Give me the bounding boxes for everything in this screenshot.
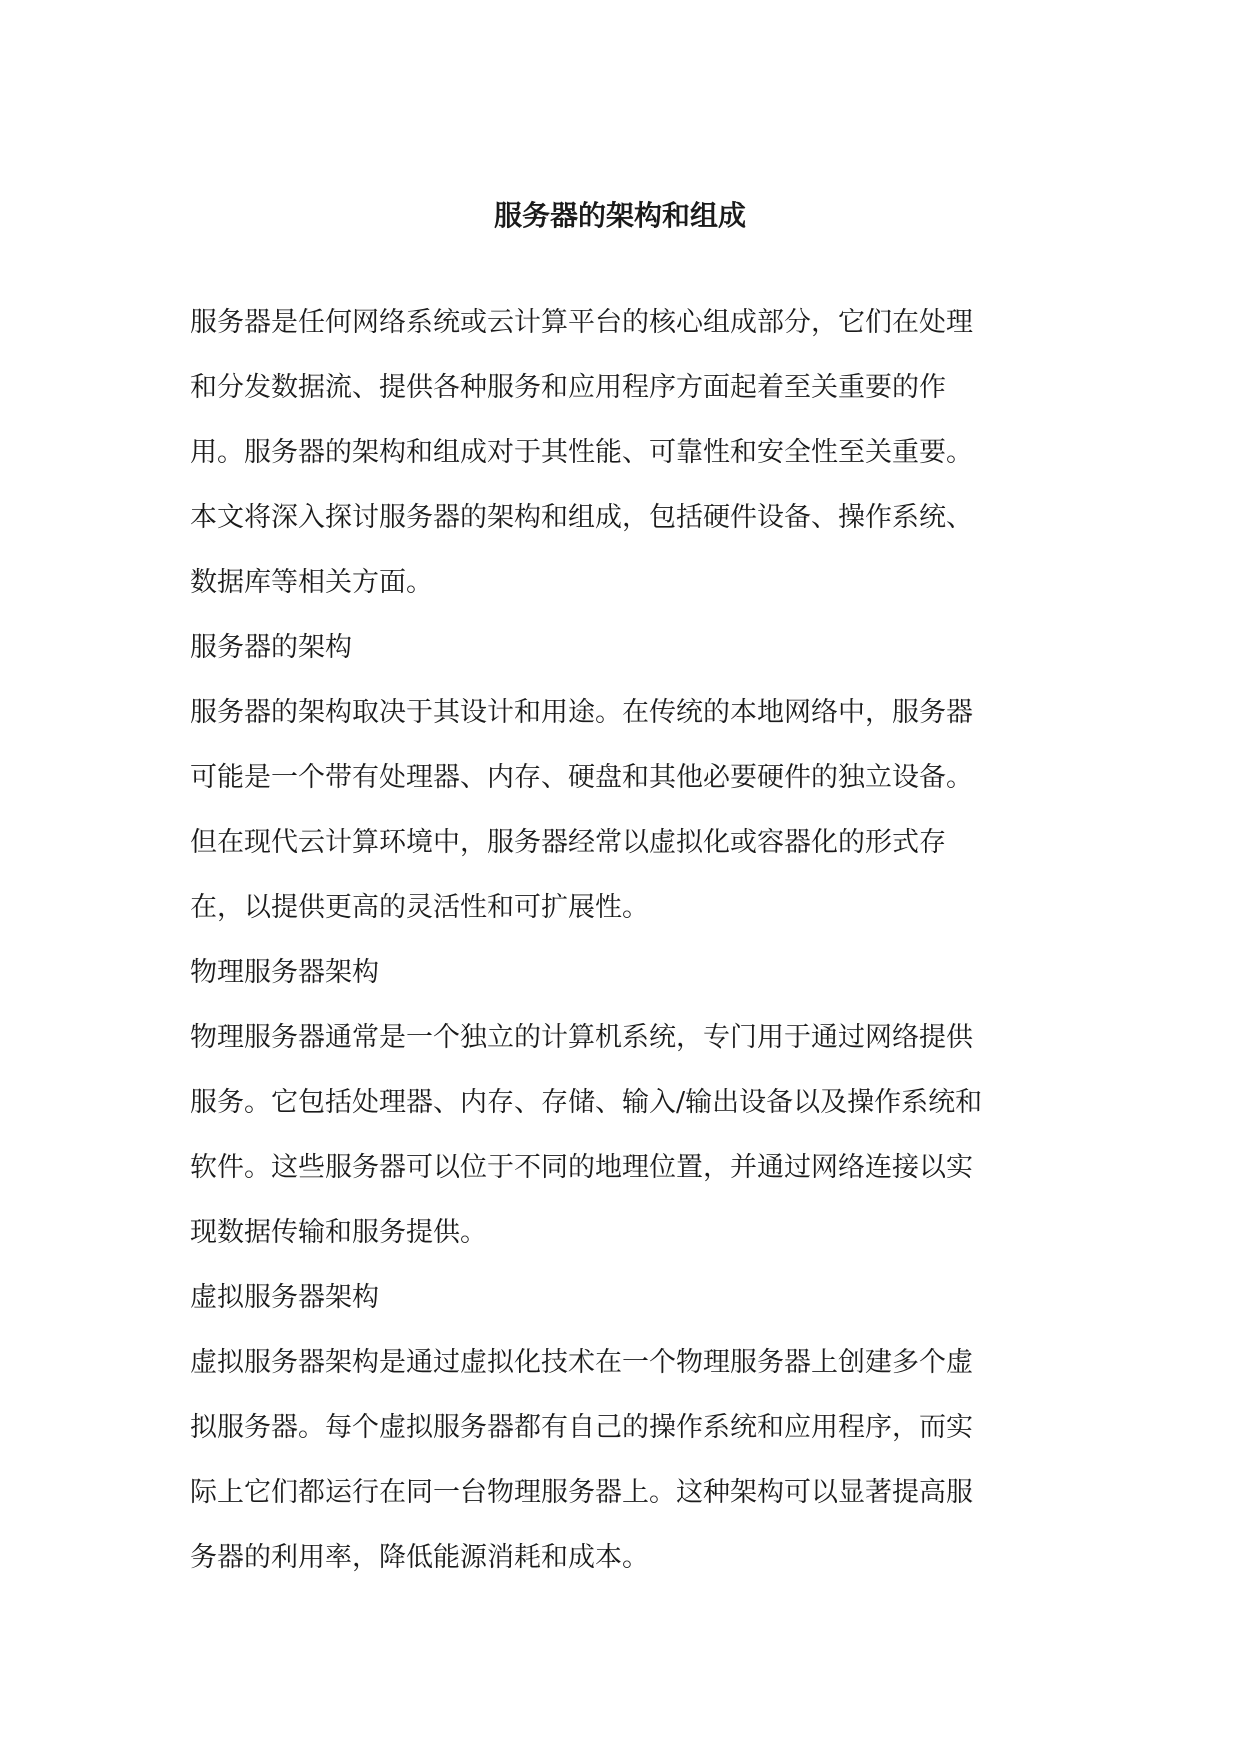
paragraph-line: 服务器是任何网络系统或云计算平台的核心组成部分，它们在处理 (190, 307, 973, 338)
paragraph-line: 际上它们都运行在同一台物理服务器上。这种架构可以显著提高服 (190, 1477, 973, 1508)
paragraph-line: 服务。它包括处理器、内存、存储、输入/输出设备以及操作系统和 (190, 1087, 983, 1118)
paragraph-line: 但在现代云计算环境中，服务器经常以虚拟化或容器化的形式存 (190, 827, 946, 858)
paragraph-line: 数据库等相关方面。 (190, 567, 433, 598)
document-title: 服务器的架构和组成 (493, 199, 746, 232)
document-body (190, 290, 1050, 1590)
paragraph-line: 软件。这些服务器可以位于不同的地理位置，并通过网络连接以实 (190, 1152, 973, 1183)
section-heading: 服务器的架构 (190, 632, 352, 663)
paragraph-line: 用。服务器的架构和组成对于其性能、可靠性和安全性至关重要。 (190, 437, 973, 468)
paragraph-line: 本文将深入探讨服务器的架构和组成，包括硬件设备、操作系统、 (190, 502, 973, 533)
section-heading: 物理服务器架构 (190, 957, 379, 988)
paragraph-line: 现数据传输和服务提供。 (190, 1217, 487, 1248)
paragraph-line: 和分发数据流、提供各种服务和应用程序方面起着至关重要的作 (190, 372, 946, 403)
paragraph-line: 在，以提供更高的灵活性和可扩展性。 (190, 892, 649, 923)
paragraph-line: 可能是一个带有处理器、内存、硬盘和其他必要硬件的独立设备。 (190, 762, 973, 793)
paragraph-line: 物理服务器通常是一个独立的计算机系统，专门用于通过网络提供 (190, 1022, 973, 1053)
paragraph-line: 拟服务器。每个虚拟服务器都有自己的操作系统和应用程序，而实 (190, 1412, 973, 1443)
paragraph-line: 虚拟服务器架构是通过虚拟化技术在一个物理服务器上创建多个虚 (190, 1347, 973, 1378)
section-heading: 虚拟服务器架构 (190, 1282, 379, 1313)
paragraph-line: 服务器的架构取决于其设计和用途。在传统的本地网络中，服务器 (190, 697, 973, 728)
paragraph-line: 务器的利用率，降低能源消耗和成本。 (190, 1542, 649, 1573)
